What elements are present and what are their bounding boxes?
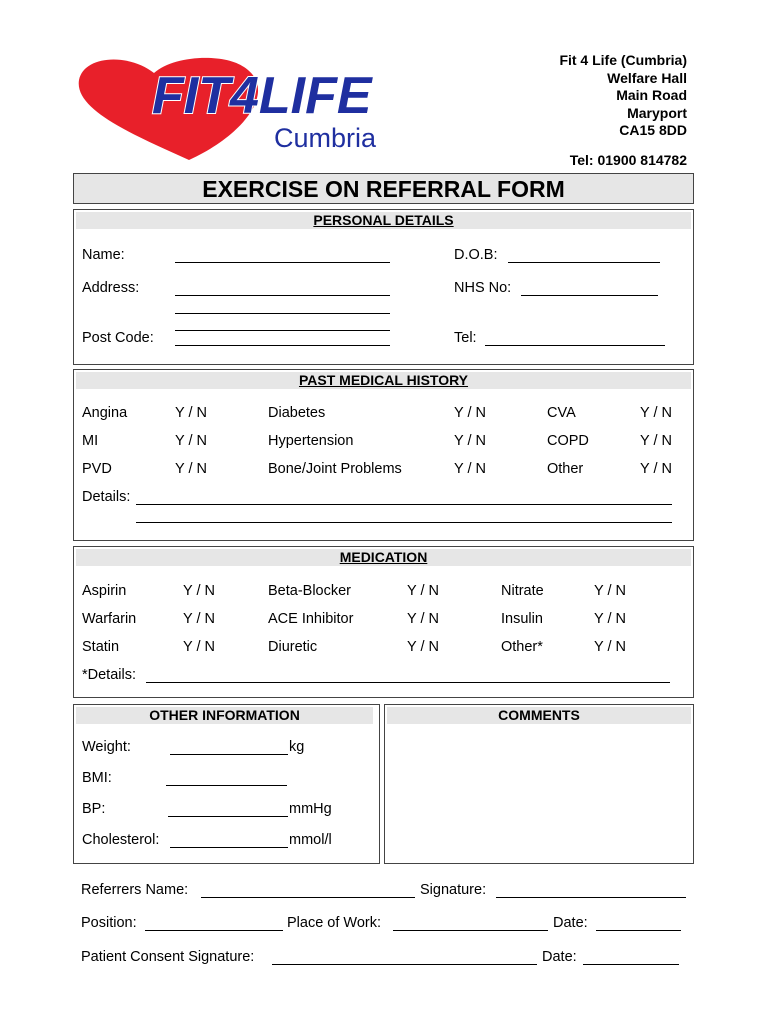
yn-option[interactable]: Y / N bbox=[594, 583, 626, 599]
yn-option[interactable]: Y / N bbox=[407, 639, 439, 655]
history-details-field-line2[interactable] bbox=[136, 522, 672, 523]
place-of-work-label: Place of Work: bbox=[287, 915, 382, 931]
address-line: Welfare Hall bbox=[607, 69, 687, 86]
nhs-field[interactable] bbox=[521, 295, 658, 296]
dob-label: D.O.B: bbox=[454, 247, 498, 263]
section-heading: PERSONAL DETAILS bbox=[76, 212, 691, 229]
yn-option[interactable]: Y / N bbox=[407, 583, 439, 599]
postcode-field[interactable] bbox=[175, 345, 390, 346]
condition-label: Bone/Joint Problems bbox=[268, 461, 402, 477]
condition-label: PVD bbox=[82, 461, 112, 477]
yn-option[interactable]: Y / N bbox=[594, 611, 626, 627]
consent-signature-field[interactable] bbox=[272, 964, 537, 965]
yn-option[interactable]: Y / N bbox=[640, 433, 672, 449]
logo-wordmark: FIT4LIFE bbox=[152, 67, 372, 125]
cholesterol-unit: mmol/l bbox=[289, 832, 332, 848]
medication-label: ACE Inhibitor bbox=[268, 611, 354, 627]
address-line: CA15 8DD bbox=[619, 122, 687, 138]
condition-label: Diabetes bbox=[268, 405, 326, 421]
cholesterol-label: Cholesterol: bbox=[82, 832, 160, 848]
postcode-label: Post Code: bbox=[82, 330, 154, 346]
yn-option[interactable]: Y / N bbox=[454, 405, 486, 421]
details-label: *Details: bbox=[82, 667, 136, 683]
name-label: Name: bbox=[82, 247, 125, 263]
bmi-label: BMI: bbox=[82, 770, 112, 786]
yn-option[interactable]: Y / N bbox=[640, 405, 672, 421]
address-line: Maryport bbox=[627, 104, 687, 121]
bp-unit: mmHg bbox=[289, 801, 332, 817]
condition-label: MI bbox=[82, 433, 99, 449]
yn-option[interactable]: Y / N bbox=[594, 639, 626, 655]
address-field-line3[interactable] bbox=[175, 330, 390, 331]
bmi-field[interactable] bbox=[166, 785, 287, 786]
condition-label: COPD bbox=[547, 433, 589, 449]
referrer-name-field[interactable] bbox=[201, 897, 415, 898]
medication-label: Insulin bbox=[501, 611, 543, 627]
weight-label: Weight: bbox=[82, 739, 131, 755]
medication-label: Statin bbox=[82, 639, 120, 655]
weight-field[interactable] bbox=[170, 754, 288, 755]
personal-details-section bbox=[73, 209, 694, 365]
weight-unit: kg bbox=[289, 739, 305, 755]
fit4life-logo bbox=[74, 55, 534, 170]
nhs-label: NHS No: bbox=[454, 280, 512, 296]
medication-details-field[interactable] bbox=[146, 682, 670, 683]
address-field-line2[interactable] bbox=[175, 313, 390, 314]
address-line: Main Road bbox=[616, 87, 687, 103]
organisation-telephone: Tel: 01900 814782 bbox=[569, 152, 687, 168]
section-heading: MEDICATION bbox=[76, 549, 691, 566]
section-heading: COMMENTS bbox=[387, 707, 691, 724]
condition-label: Other bbox=[547, 461, 584, 477]
bp-field[interactable] bbox=[168, 816, 288, 817]
comments-field[interactable] bbox=[387, 725, 691, 861]
condition-label: Hypertension bbox=[268, 433, 354, 449]
medical-history-section bbox=[73, 369, 694, 541]
bp-label: BP: bbox=[82, 801, 106, 817]
referrer-name-label: Referrers Name: bbox=[81, 882, 189, 898]
medication-label: Aspirin bbox=[82, 583, 127, 599]
medication-label: Warfarin bbox=[82, 611, 137, 627]
logo-subtitle: Cumbria bbox=[274, 123, 377, 153]
yn-option[interactable]: Y / N bbox=[175, 461, 207, 477]
comments-section bbox=[384, 704, 694, 864]
medication-label: Beta-Blocker bbox=[268, 583, 352, 599]
signature-field[interactable] bbox=[496, 897, 686, 898]
tel-label: Tel: bbox=[454, 330, 477, 346]
yn-option[interactable]: Y / N bbox=[454, 461, 486, 477]
dob-field[interactable] bbox=[508, 262, 660, 263]
condition-label: Angina bbox=[82, 405, 128, 421]
name-field[interactable] bbox=[175, 262, 390, 263]
yn-option[interactable]: Y / N bbox=[183, 583, 215, 599]
yn-option[interactable]: Y / N bbox=[183, 611, 215, 627]
position-label: Position: bbox=[81, 915, 137, 931]
place-of-work-field[interactable] bbox=[393, 930, 548, 931]
form-title: EXERCISE ON REFERRAL FORM bbox=[73, 173, 694, 204]
date-label: Date: bbox=[553, 915, 588, 931]
condition-label: CVA bbox=[547, 405, 576, 421]
medication-section bbox=[73, 546, 694, 698]
medication-label: Other* bbox=[501, 639, 543, 655]
other-information-section bbox=[73, 704, 380, 864]
address-field-line1[interactable] bbox=[175, 295, 390, 296]
section-heading: OTHER INFORMATION bbox=[76, 707, 373, 724]
yn-option[interactable]: Y / N bbox=[454, 433, 486, 449]
medication-label: Nitrate bbox=[501, 583, 544, 599]
organisation-address bbox=[559, 52, 687, 140]
medication-label: Diuretic bbox=[268, 639, 318, 655]
date-field[interactable] bbox=[596, 930, 681, 931]
signature-label: Signature: bbox=[420, 882, 487, 898]
consent-date-field[interactable] bbox=[583, 964, 679, 965]
address-line: Fit 4 Life (Cumbria) bbox=[559, 52, 687, 68]
position-field[interactable] bbox=[145, 930, 283, 931]
yn-option[interactable]: Y / N bbox=[175, 405, 207, 421]
yn-option[interactable]: Y / N bbox=[407, 611, 439, 627]
details-label: Details: bbox=[82, 489, 131, 505]
history-details-field-line1[interactable] bbox=[136, 504, 672, 505]
yn-option[interactable]: Y / N bbox=[640, 461, 672, 477]
consent-date-label: Date: bbox=[542, 949, 577, 965]
cholesterol-field[interactable] bbox=[170, 847, 288, 848]
section-heading: PAST MEDICAL HISTORY bbox=[76, 372, 691, 389]
yn-option[interactable]: Y / N bbox=[183, 639, 215, 655]
consent-signature-label: Patient Consent Signature: bbox=[81, 949, 255, 965]
tel-field[interactable] bbox=[485, 345, 665, 346]
address-label: Address: bbox=[82, 280, 140, 296]
yn-option[interactable]: Y / N bbox=[175, 433, 207, 449]
